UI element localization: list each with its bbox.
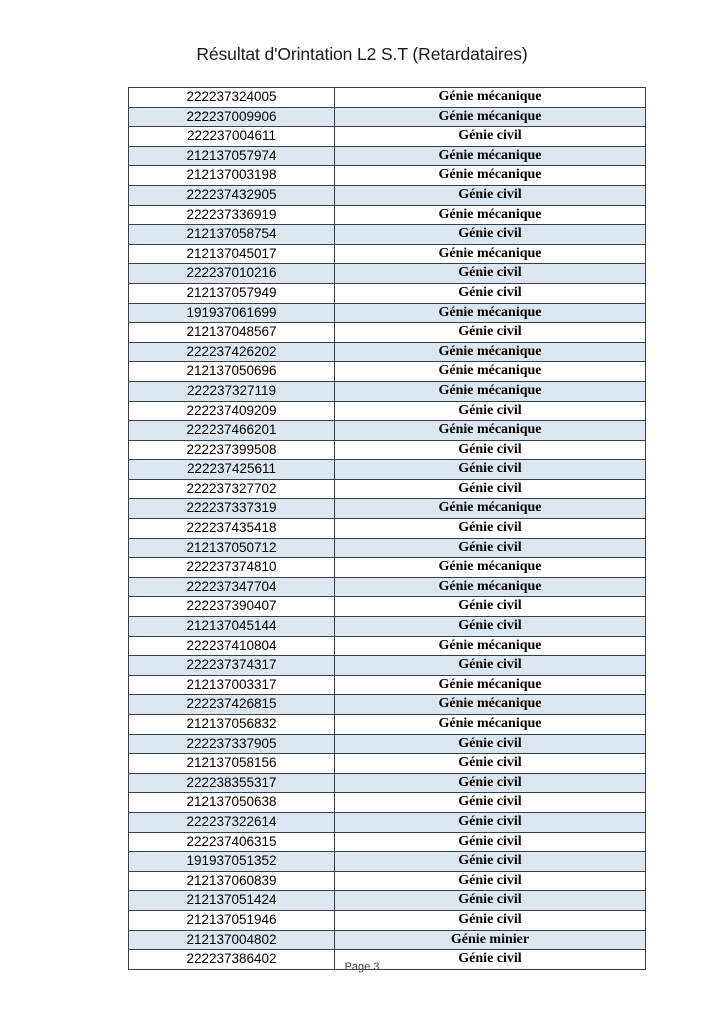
cell-filiere: Génie civil bbox=[335, 225, 646, 245]
cell-filiere: Génie mécanique bbox=[335, 303, 646, 323]
table-row bbox=[129, 342, 646, 362]
cell-matricule: 212137004802 bbox=[129, 930, 335, 950]
table-row bbox=[129, 754, 646, 774]
cell-matricule: 212137003317 bbox=[129, 675, 335, 695]
cell-matricule: 222237425611 bbox=[129, 460, 335, 480]
cell-matricule: 212137057949 bbox=[129, 283, 335, 303]
cell-filiere: Génie mécanique bbox=[335, 88, 646, 108]
cell-filiere: Génie civil bbox=[335, 656, 646, 676]
table-row bbox=[129, 519, 646, 539]
table-row bbox=[129, 852, 646, 872]
cell-matricule: 222237374317 bbox=[129, 656, 335, 676]
cell-matricule: 222237409209 bbox=[129, 401, 335, 421]
table-body bbox=[129, 88, 646, 970]
table-row bbox=[129, 832, 646, 852]
cell-filiere: Génie civil bbox=[335, 812, 646, 832]
cell-matricule: 222237466201 bbox=[129, 421, 335, 441]
cell-filiere: Génie civil bbox=[335, 283, 646, 303]
cell-filiere: Génie mécanique bbox=[335, 362, 646, 382]
cell-matricule: 212137045144 bbox=[129, 617, 335, 637]
cell-filiere: Génie civil bbox=[335, 734, 646, 754]
table-row bbox=[129, 812, 646, 832]
cell-filiere: Génie mécanique bbox=[335, 205, 646, 225]
table-row bbox=[129, 166, 646, 186]
table-row bbox=[129, 264, 646, 284]
table-row bbox=[129, 88, 646, 108]
table-row bbox=[129, 323, 646, 343]
table-row bbox=[129, 695, 646, 715]
cell-filiere: Génie civil bbox=[335, 519, 646, 539]
table-row bbox=[129, 558, 646, 578]
cell-filiere: Génie civil bbox=[335, 127, 646, 147]
table-row bbox=[129, 617, 646, 637]
table-row bbox=[129, 225, 646, 245]
table-row bbox=[129, 656, 646, 676]
cell-filiere: Génie mécanique bbox=[335, 107, 646, 127]
table-row bbox=[129, 930, 646, 950]
cell-filiere: Génie civil bbox=[335, 538, 646, 558]
table-row bbox=[129, 577, 646, 597]
table-row bbox=[129, 871, 646, 891]
cell-matricule: 212137050638 bbox=[129, 793, 335, 813]
cell-matricule: 212137056832 bbox=[129, 715, 335, 735]
cell-filiere: Génie civil bbox=[335, 264, 646, 284]
cell-filiere: Génie minier bbox=[335, 930, 646, 950]
cell-matricule: 222237337905 bbox=[129, 734, 335, 754]
cell-filiere: Génie mécanique bbox=[335, 558, 646, 578]
cell-matricule: 212137060839 bbox=[129, 871, 335, 891]
cell-filiere: Génie mécanique bbox=[335, 166, 646, 186]
page-footer: Page 3 bbox=[344, 961, 380, 973]
table-row bbox=[129, 597, 646, 617]
table-row bbox=[129, 401, 646, 421]
cell-filiere: Génie mécanique bbox=[335, 577, 646, 597]
cell-filiere: Génie mécanique bbox=[335, 695, 646, 715]
cell-filiere: Génie civil bbox=[335, 891, 646, 911]
cell-filiere: Génie mécanique bbox=[335, 381, 646, 401]
cell-filiere: Génie mécanique bbox=[335, 244, 646, 264]
table-row bbox=[129, 303, 646, 323]
cell-matricule: 212137051424 bbox=[129, 891, 335, 911]
cell-filiere: Génie civil bbox=[335, 754, 646, 774]
table-row bbox=[129, 205, 646, 225]
cell-matricule: 222237327119 bbox=[129, 381, 335, 401]
table-row bbox=[129, 715, 646, 735]
table-row bbox=[129, 185, 646, 205]
cell-filiere: Génie civil bbox=[335, 793, 646, 813]
cell-filiere: Génie civil bbox=[335, 401, 646, 421]
cell-matricule: 222237324005 bbox=[129, 88, 335, 108]
table-row bbox=[129, 460, 646, 480]
cell-filiere: Génie civil bbox=[335, 832, 646, 852]
cell-matricule: 191937061699 bbox=[129, 303, 335, 323]
cell-matricule: 222237004611 bbox=[129, 127, 335, 147]
cell-matricule: 212137058754 bbox=[129, 225, 335, 245]
cell-matricule: 222237432905 bbox=[129, 185, 335, 205]
cell-matricule: 222237337319 bbox=[129, 499, 335, 519]
table-row bbox=[129, 440, 646, 460]
cell-matricule: 222237399508 bbox=[129, 440, 335, 460]
table-row bbox=[129, 773, 646, 793]
cell-filiere: Génie civil bbox=[335, 185, 646, 205]
cell-filiere: Génie mécanique bbox=[335, 636, 646, 656]
table-row bbox=[129, 107, 646, 127]
cell-matricule: 222237386402 bbox=[129, 950, 335, 970]
table-row bbox=[129, 421, 646, 441]
cell-filiere: Génie civil bbox=[335, 773, 646, 793]
cell-matricule: 222237390407 bbox=[129, 597, 335, 617]
table-row bbox=[129, 283, 646, 303]
cell-filiere: Génie mécanique bbox=[335, 342, 646, 362]
table-row bbox=[129, 793, 646, 813]
cell-matricule: 222237426815 bbox=[129, 695, 335, 715]
table-row bbox=[129, 675, 646, 695]
cell-matricule: 222237336919 bbox=[129, 205, 335, 225]
cell-matricule: 222237009906 bbox=[129, 107, 335, 127]
cell-matricule: 222237374810 bbox=[129, 558, 335, 578]
page-title: Résultat d'Orintation L2 S.T (Retardataires) bbox=[196, 44, 528, 64]
cell-matricule: 191937051352 bbox=[129, 852, 335, 872]
table-row bbox=[129, 362, 646, 382]
table-row bbox=[129, 891, 646, 911]
cell-filiere: Génie civil bbox=[335, 440, 646, 460]
cell-matricule: 222237435418 bbox=[129, 519, 335, 539]
cell-filiere: Génie mécanique bbox=[335, 421, 646, 441]
table-row bbox=[129, 127, 646, 147]
cell-filiere: Génie civil bbox=[335, 479, 646, 499]
cell-matricule: 222237010216 bbox=[129, 264, 335, 284]
table-row bbox=[129, 244, 646, 264]
cell-filiere: Génie civil bbox=[335, 617, 646, 637]
cell-filiere: Génie mécanique bbox=[335, 675, 646, 695]
table-row bbox=[129, 146, 646, 166]
cell-filiere: Génie civil bbox=[335, 910, 646, 930]
table-row bbox=[129, 538, 646, 558]
cell-matricule: 212137050712 bbox=[129, 538, 335, 558]
cell-matricule: 222238355317 bbox=[129, 773, 335, 793]
table-row bbox=[129, 910, 646, 930]
cell-filiere: Génie civil bbox=[335, 460, 646, 480]
cell-matricule: 222237347704 bbox=[129, 577, 335, 597]
cell-matricule: 222237426202 bbox=[129, 342, 335, 362]
cell-filiere: Génie civil bbox=[335, 950, 646, 970]
cell-filiere: Génie civil bbox=[335, 597, 646, 617]
cell-matricule: 222237322614 bbox=[129, 812, 335, 832]
cell-matricule: 212137003198 bbox=[129, 166, 335, 186]
cell-matricule: 212137050696 bbox=[129, 362, 335, 382]
cell-filiere: Génie civil bbox=[335, 852, 646, 872]
cell-filiere: Génie mécanique bbox=[335, 146, 646, 166]
cell-matricule: 212137048567 bbox=[129, 323, 335, 343]
orientation-results-table bbox=[128, 87, 646, 970]
cell-matricule: 212137045017 bbox=[129, 244, 335, 264]
table-row bbox=[129, 636, 646, 656]
cell-filiere: Génie civil bbox=[335, 323, 646, 343]
cell-filiere: Génie mécanique bbox=[335, 499, 646, 519]
cell-filiere: Génie mécanique bbox=[335, 715, 646, 735]
table-row bbox=[129, 499, 646, 519]
table-row bbox=[129, 479, 646, 499]
cell-filiere: Génie civil bbox=[335, 871, 646, 891]
cell-matricule: 212137058156 bbox=[129, 754, 335, 774]
table-row bbox=[129, 734, 646, 754]
cell-matricule: 212137051946 bbox=[129, 910, 335, 930]
cell-matricule: 222237406315 bbox=[129, 832, 335, 852]
cell-matricule: 222237410804 bbox=[129, 636, 335, 656]
cell-matricule: 222237327702 bbox=[129, 479, 335, 499]
table-row bbox=[129, 381, 646, 401]
cell-matricule: 212137057974 bbox=[129, 146, 335, 166]
